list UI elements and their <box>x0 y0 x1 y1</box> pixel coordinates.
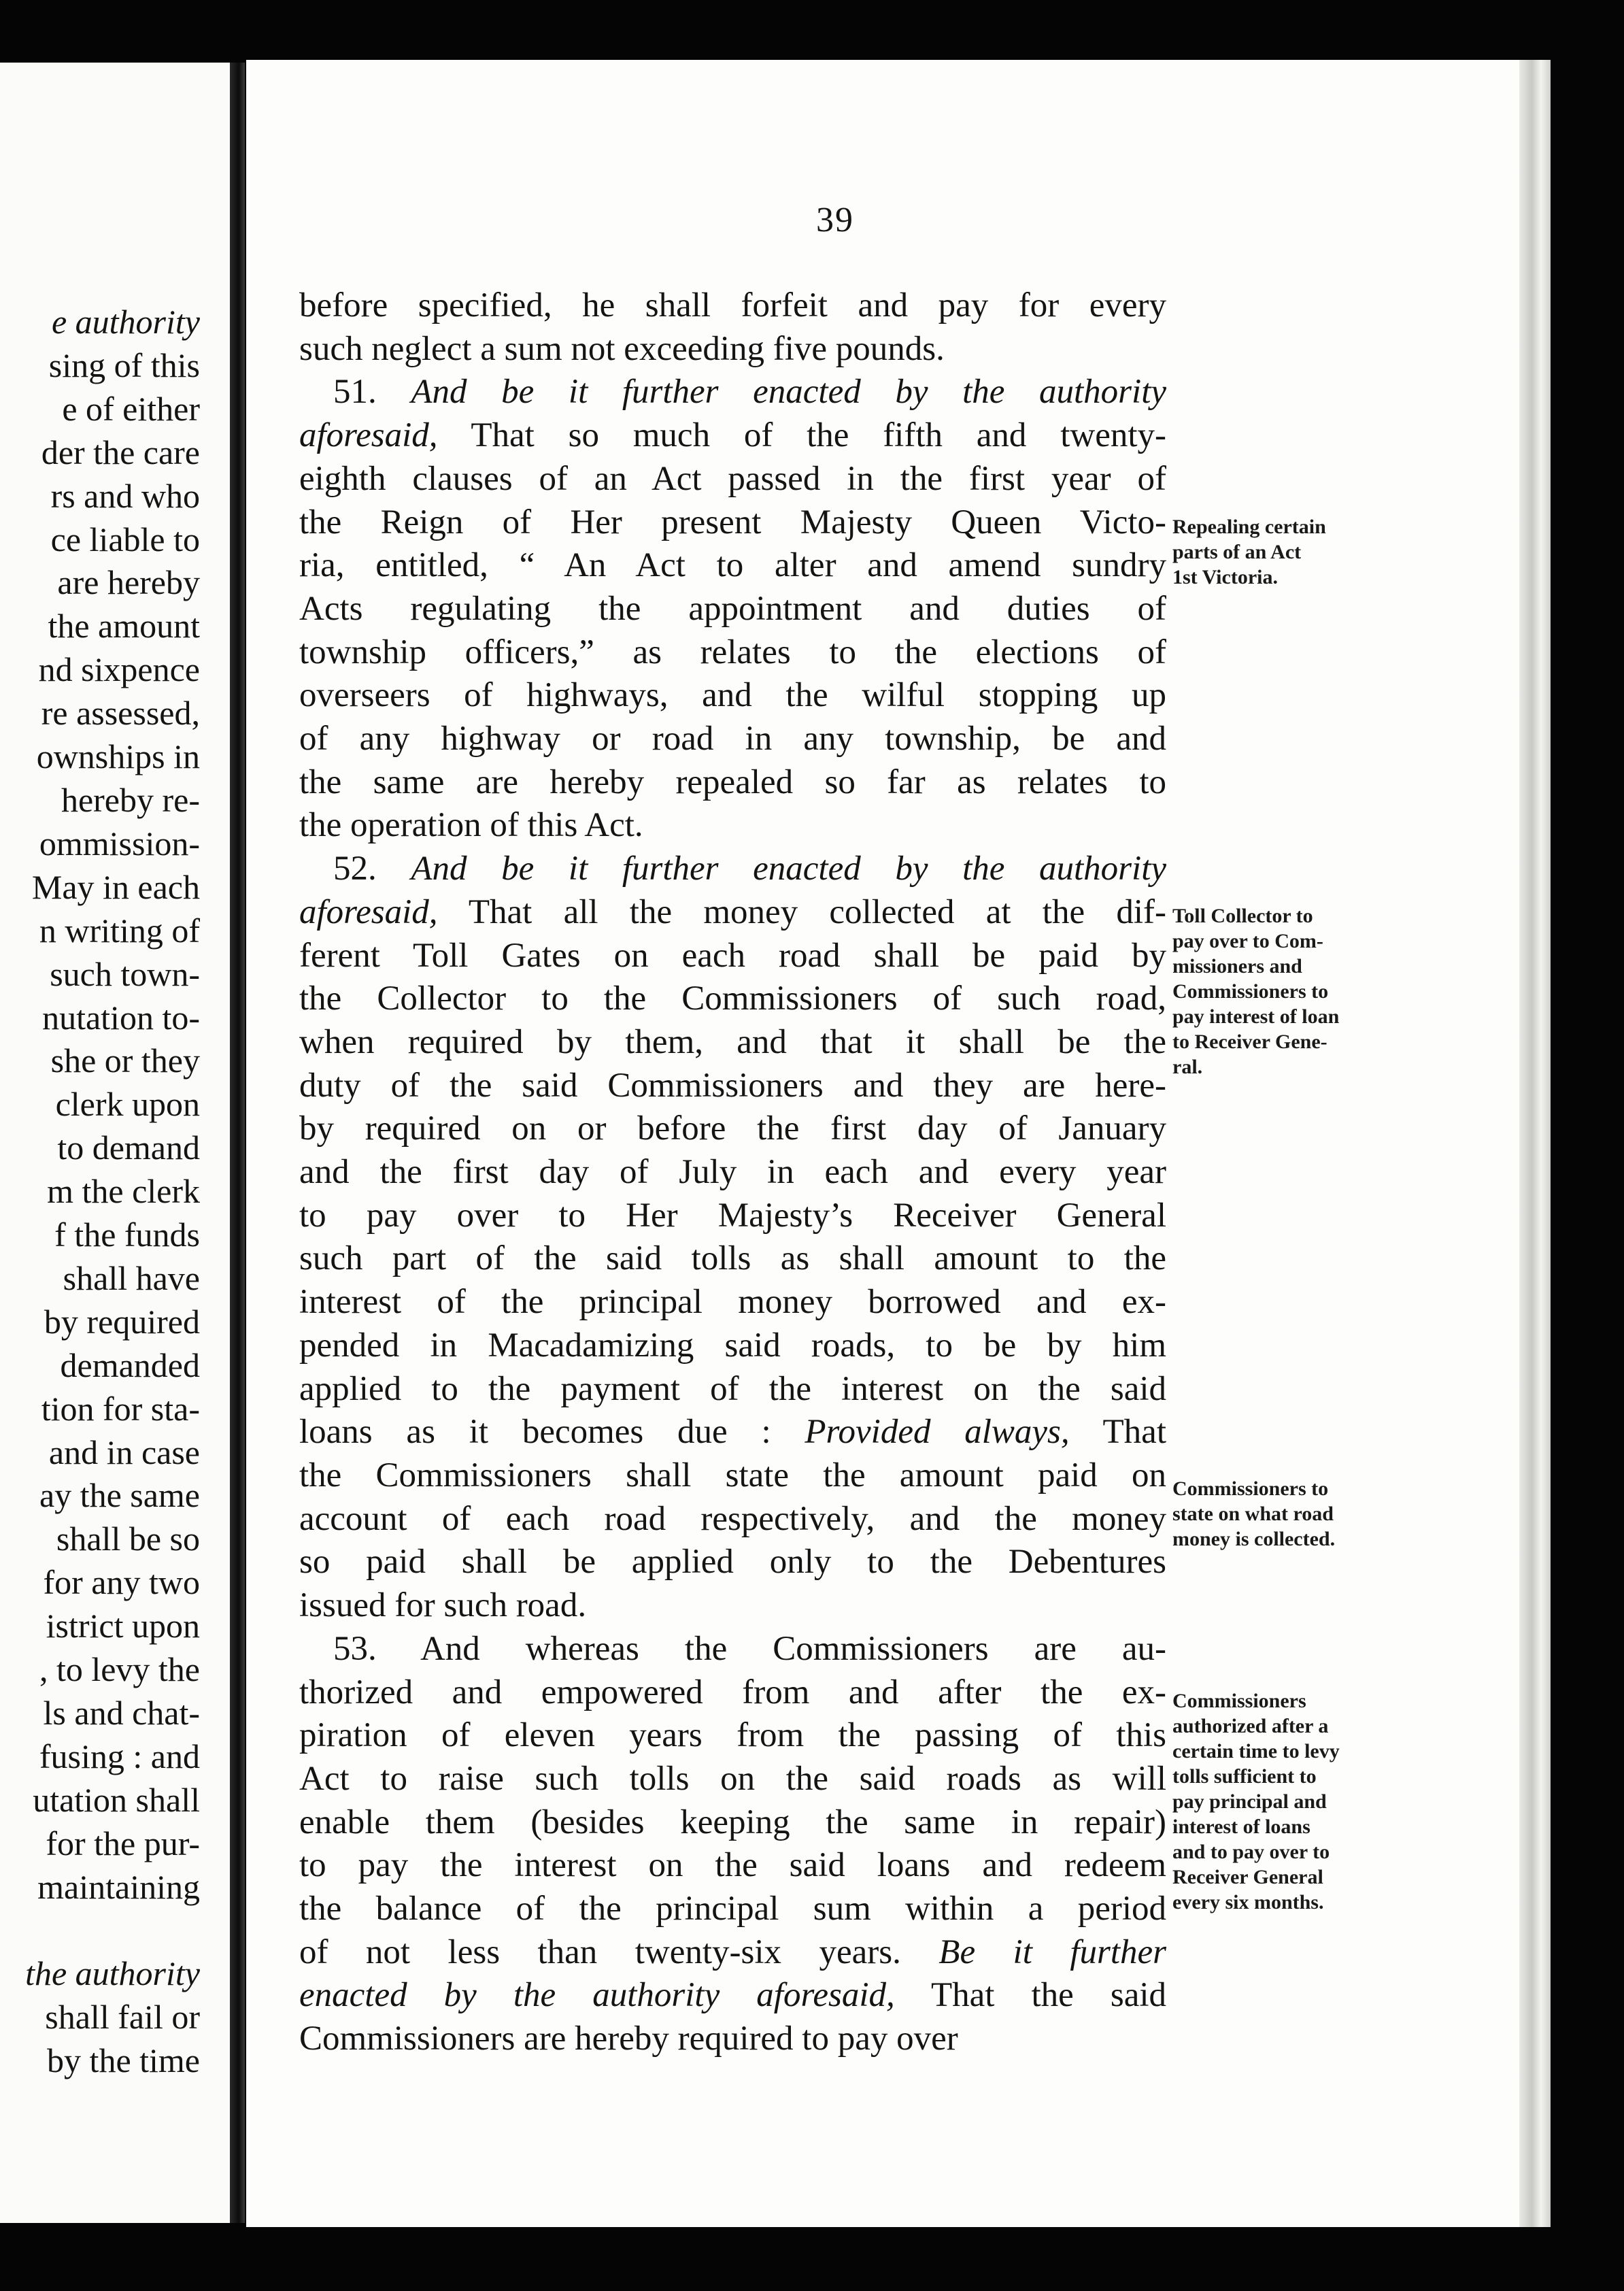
body-line <box>299 674 1166 718</box>
body-line <box>299 1888 1166 1931</box>
marginal-note-line: pay over to Com- <box>1172 930 1323 952</box>
left-page-line: utation shall <box>33 1780 200 1819</box>
text-run: enable them (besides keeping the same in repair) <box>299 1803 1166 1841</box>
left-page-line: ay the same <box>39 1476 200 1515</box>
text-run: ferent Toll Gates on each road shall be paid by <box>299 936 1166 975</box>
marginal-note-line: Commissioners to <box>1172 980 1329 1003</box>
left-page-line: sing of this <box>48 346 200 384</box>
text-run: eighth clauses of an Act passed in the first year of <box>299 459 1166 498</box>
marginal-note-line: pay principal and <box>1172 1790 1327 1813</box>
body-line <box>299 1974 1166 2018</box>
text-run: thorized and empowered from and after the ex- <box>299 1673 1166 1711</box>
left-page-line <box>25 1909 200 1953</box>
left-page-line: shall fail or <box>45 1998 200 2037</box>
left-page-line: m the clerk <box>47 1172 200 1211</box>
body-line <box>299 414 1166 458</box>
italic-text: aforesaid, <box>299 416 438 455</box>
marginal-note-line: Toll Collector to <box>1172 905 1313 927</box>
text-run: duty of the said Commissioners and they are here- <box>299 1066 1166 1105</box>
text-run: issued for such road. <box>299 1586 587 1625</box>
body-line <box>299 1714 1166 1758</box>
marginal-note-line: certain time to levy <box>1172 1740 1340 1762</box>
body-line <box>299 284 1166 328</box>
marginal-note-repealing <box>1172 514 1326 590</box>
body-line <box>299 1065 1166 1108</box>
left-page-line: clerk upon <box>55 1085 200 1124</box>
body-line <box>299 977 1166 1021</box>
italic-text: And be it further enacted by the authority <box>411 373 1167 412</box>
left-page-line: the amount <box>48 607 200 646</box>
left-page-line: f the funds <box>54 1216 200 1254</box>
marginal-note-commissioners-authorized <box>1172 1688 1340 1915</box>
left-page-line: istrict upon <box>46 1607 200 1645</box>
marginal-note-line: Receiver General <box>1172 1866 1323 1888</box>
text-run: so paid shall be applied only to the Debentures <box>299 1543 1166 1582</box>
book-gutter <box>230 63 245 2223</box>
text-run: the Commissioners shall state the amount paid on <box>299 1456 1166 1494</box>
text-run: account of each road respectively, and the money <box>299 1499 1166 1538</box>
left-page-line: the authority <box>25 1954 200 1993</box>
marginal-note-line: missioners and <box>1172 955 1302 977</box>
text-run: Act to raise such tolls on the said roads as will <box>299 1759 1166 1798</box>
text-run: piration of eleven years from the passing of this <box>299 1716 1166 1755</box>
body-line <box>299 1671 1166 1715</box>
body-line <box>299 588 1166 631</box>
text-run: 52. <box>333 850 411 888</box>
marginal-note-commissioners-state <box>1172 1476 1335 1552</box>
body-line <box>299 1107 1166 1151</box>
text-run: and the first day of July in each and every year <box>299 1153 1166 1192</box>
body-line <box>299 1454 1166 1498</box>
body-line <box>299 1844 1166 1888</box>
marginal-note-line: Repealing certain <box>1172 516 1326 538</box>
italic-text: enacted by the authority aforesaid, <box>299 1976 895 2015</box>
text-run: to pay over to Her Majesty’s Receiver General <box>299 1196 1166 1235</box>
left-page-line: maintaining <box>37 1867 200 1906</box>
marginal-note-line: to Receiver Gene- <box>1172 1031 1327 1053</box>
right-page <box>246 60 1551 2227</box>
body-line <box>299 328 1166 371</box>
text-run: the same are hereby repealed so far as relates to <box>299 763 1166 801</box>
left-page-line: demanded <box>60 1345 200 1384</box>
left-page-line: ommission- <box>39 824 200 863</box>
body-line <box>299 1411 1166 1454</box>
body-line <box>299 371 1166 414</box>
body-line <box>299 1541 1166 1584</box>
body-line <box>299 891 1166 935</box>
text-run: of not less than twenty-six years. <box>299 1933 939 1971</box>
body-line <box>299 1801 1166 1845</box>
text-run: township officers,” as relates to the elections of <box>299 633 1166 671</box>
body-line <box>299 1021 1166 1065</box>
text-run: 53. And whereas the Commissioners are au- <box>333 1629 1166 1668</box>
left-page-line: by required <box>44 1302 200 1341</box>
body-line <box>299 1194 1166 1238</box>
left-page-line: ce liable to <box>50 520 200 558</box>
left-page-line: hereby re- <box>61 780 200 819</box>
body-line <box>299 1628 1166 1671</box>
left-page-line: nutation to- <box>42 998 200 1037</box>
marginal-note-line: tolls sufficient to <box>1172 1765 1317 1788</box>
left-page-line: she or they <box>50 1041 200 1080</box>
left-page-line: der the care <box>41 433 200 471</box>
text-run: the balance of the principal sum within a period <box>299 1890 1166 1928</box>
marginal-note-line: money is collected. <box>1172 1528 1336 1550</box>
text-run: by required on or before the first day of January <box>299 1109 1166 1148</box>
left-page-line: fusing : and <box>39 1737 200 1775</box>
marginal-note-line: every six months. <box>1172 1891 1324 1913</box>
body-line <box>299 1151 1166 1194</box>
italic-text: Be it further <box>938 1933 1166 1971</box>
text-run: That <box>1069 1413 1166 1452</box>
left-page-line: for any two <box>43 1563 200 1602</box>
left-page-line: e authority <box>51 303 200 341</box>
body-line <box>299 458 1166 501</box>
facing-left-page <box>0 63 230 2223</box>
body-line <box>299 1368 1166 1411</box>
left-page-line: by the time <box>47 2041 200 2080</box>
left-page-line: shall have <box>63 1258 200 1297</box>
text-run: overseers of highways, and the wilful stopping up <box>299 676 1166 715</box>
marginal-note-line: and to pay over to <box>1172 1841 1330 1863</box>
text-run: the Collector to the Commissioners of such road, <box>299 980 1166 1018</box>
text-run: That so much of the fifth and twenty- <box>437 416 1166 455</box>
body-line <box>299 1584 1166 1628</box>
left-page-line: e of either <box>62 389 200 428</box>
italic-text: Provided always, <box>805 1413 1070 1452</box>
text-run: of any highway or road in any township, be and <box>299 720 1166 758</box>
text-run: the operation of this Act. <box>299 806 643 845</box>
body-line <box>299 1498 1166 1541</box>
body-line <box>299 718 1166 761</box>
marginal-note-line: authorized after a <box>1172 1715 1329 1737</box>
left-page-line: May in each <box>31 867 200 906</box>
text-run: That all the money collected at the dif- <box>437 892 1166 931</box>
body-line <box>299 2018 1166 2061</box>
left-page-line: shall be so <box>56 1520 200 1558</box>
marginal-note-line: 1st Victoria. <box>1172 566 1278 588</box>
page-edge <box>1519 60 1551 2227</box>
marginal-note-line: interest of loans <box>1172 1816 1310 1838</box>
body-line <box>299 1237 1166 1281</box>
text-run: pended in Macadamizing said roads, to be by him <box>299 1326 1166 1365</box>
text-run: applied to the payment of the interest on the said <box>299 1369 1166 1408</box>
body-line <box>299 848 1166 891</box>
text-run: interest of the principal money borrowed and ex- <box>299 1283 1166 1322</box>
left-page-text <box>25 301 200 2083</box>
text-run: That the said <box>894 1976 1167 2015</box>
left-page-line: tion for sta- <box>41 1389 200 1428</box>
marginal-note-line: Commissioners <box>1172 1690 1306 1712</box>
left-page-line: such town- <box>50 954 200 993</box>
body-line <box>299 1281 1166 1324</box>
text-run: Commissioners are hereby required to pay over <box>299 2020 958 2058</box>
body-line <box>299 1931 1166 1975</box>
text-run: ria, entitled, “ An Act to alter and amend sundry <box>299 546 1166 585</box>
italic-text: aforesaid, <box>299 892 438 931</box>
body-line <box>299 631 1166 675</box>
body-line <box>299 1758 1166 1801</box>
left-page-line: are hereby <box>57 563 200 602</box>
left-page-line: for the pur- <box>46 1824 200 1862</box>
italic-text: And be it further enacted by the authority <box>411 850 1167 888</box>
body-text <box>299 284 1166 2061</box>
text-run: before specified, he shall forfeit and pay for every <box>299 286 1166 324</box>
text-run: 51. <box>333 373 411 412</box>
body-line <box>299 804 1166 848</box>
marginal-note-toll-collector <box>1172 903 1339 1080</box>
left-page-line: ls and chat- <box>43 1694 200 1732</box>
left-page-line: re assessed, <box>41 694 200 733</box>
text-run: loans as it becomes due : <box>299 1413 805 1452</box>
body-line <box>299 935 1166 978</box>
text-run: such neglect a sum not exceeding five pounds. <box>299 329 945 368</box>
marginal-note-line: Commissioners to <box>1172 1477 1329 1500</box>
marginal-note-line: pay interest of loan <box>1172 1005 1340 1028</box>
marginal-note-line: state on what road <box>1172 1503 1334 1525</box>
body-line <box>299 501 1166 545</box>
body-line <box>299 1324 1166 1368</box>
body-line <box>299 544 1166 588</box>
body-line <box>299 761 1166 805</box>
text-run: such part of the said tolls as shall amount to the <box>299 1239 1166 1278</box>
left-page-line: rs and who <box>50 476 200 515</box>
text-run: Acts regulating the appointment and duties of <box>299 589 1166 628</box>
page-number: 39 <box>816 201 854 239</box>
left-page-line: n writing of <box>39 911 200 950</box>
marginal-note-line: ral. <box>1172 1056 1203 1078</box>
text-run: when required by them, and that it shall be the <box>299 1022 1166 1061</box>
text-run: to pay the interest on the said loans and redeem <box>299 1846 1166 1885</box>
left-page-line: nd sixpence <box>38 650 200 689</box>
left-page-line: ownships in <box>36 737 200 776</box>
text-run: the Reign of Her present Majesty Queen Victo- <box>299 503 1166 541</box>
left-page-line: and in case <box>48 1433 200 1471</box>
left-page-line: , to levy the <box>39 1650 200 1689</box>
marginal-note-line: parts of an Act <box>1172 541 1302 563</box>
left-page-line: to demand <box>57 1128 200 1167</box>
